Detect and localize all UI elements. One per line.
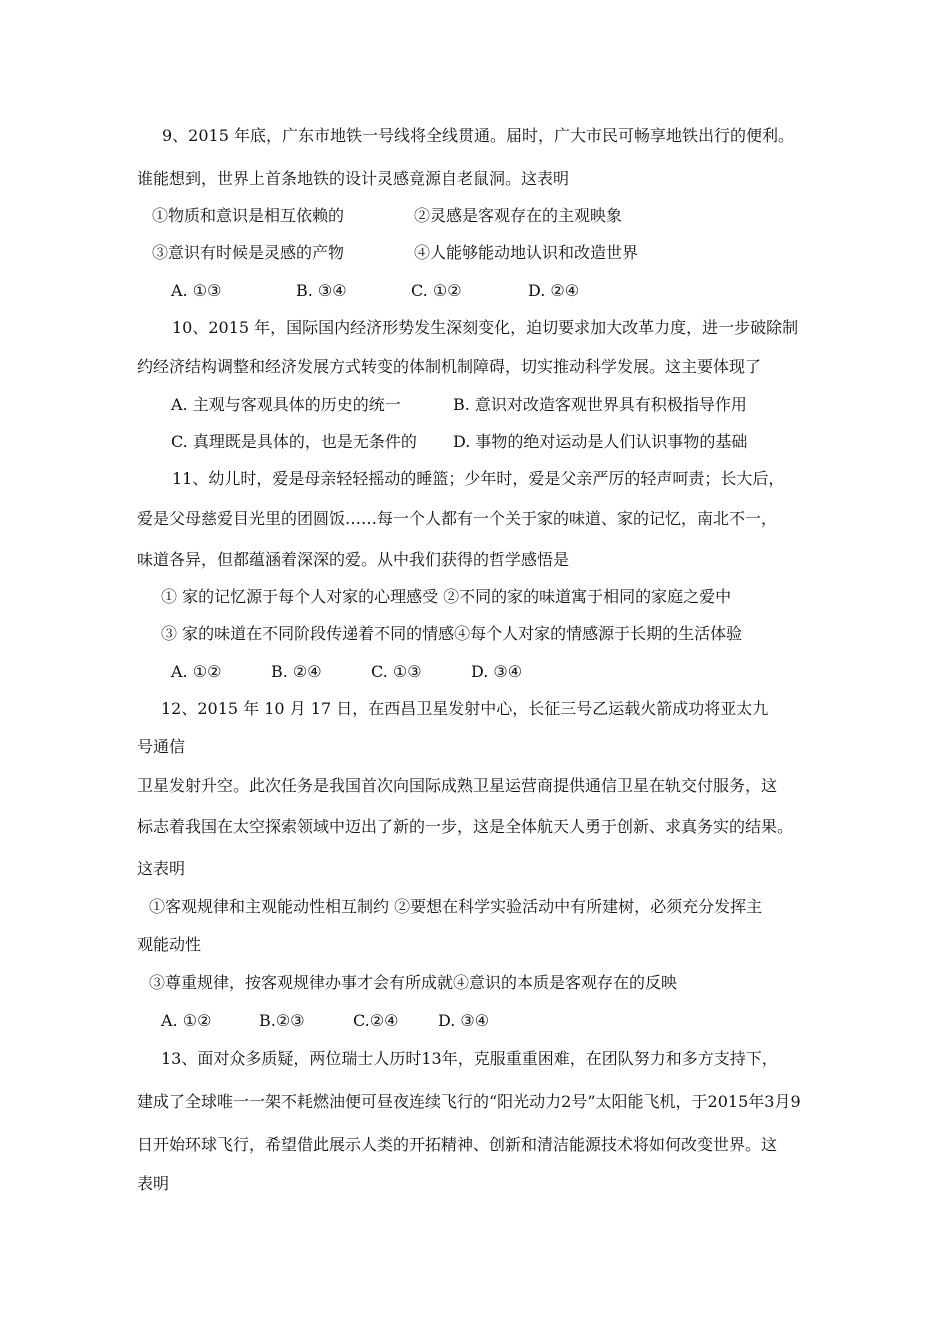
q12-option-d: D. ③④ <box>438 1011 490 1030</box>
q12-statements-1-2: ①客观规律和主观能动性相互制约 ②要想在科学实验活动中有所建树，必须充分发挥主 <box>149 897 763 916</box>
q9-statement-2: ②灵感是客观存在的主观映象 <box>414 206 623 225</box>
q11-statements-1-2: ① 家的记忆源于每个人对家的心理感受 ②不同的家的味道寓于相同的家庭之爱中 <box>161 587 732 606</box>
q10-stem-line-2: 约经济结构调整和经济发展方式转变的体制机制障碍，切实推动科学发展。这主要体现了 <box>137 357 762 376</box>
q12-stem-line-2: 号通信 <box>137 737 186 756</box>
q12-statements-3-4: ③尊重规律，按客观规律办事才会有所成就④意识的本质是客观存在的反映 <box>149 973 678 992</box>
q11-option-b: B. ②④ <box>271 662 322 681</box>
q9-statement-1: ①物质和意识是相互依赖的 <box>152 206 345 225</box>
q12-stem-line-4: 标志着我国在太空探索领域中迈出了新的一步，这是全体航天人勇于创新、求真务实的结果。 <box>137 817 794 836</box>
q10-option-d: D. 事物的绝对运动是人们认识事物的基础 <box>453 432 748 451</box>
q13-stem-line-2: 建成了全球唯一一架不耗燃油便可昼夜连续飞行的“阳光动力2号”太阳能飞机，于2015年3月9 <box>137 1092 801 1111</box>
q12-stem-line-3: 卫星发射升空。此次任务是我国首次向国际成熟卫星运营商提供通信卫星在轨交付服务，这 <box>137 776 778 795</box>
q11-option-d: D. ③④ <box>471 662 523 681</box>
q9-statement-3: ③意识有时候是灵感的产物 <box>152 243 345 262</box>
q9-option-a: A. ①③ <box>171 281 222 300</box>
q9-stem-line-1: 9、2015 年底，广东市地铁一号线将全线贯通。届时，广大市民可畅享地铁出行的便利。 <box>162 126 794 145</box>
q10-option-a: A. 主观与客观具体的历史的统一 <box>171 395 401 414</box>
q9-option-c: C. ①② <box>411 281 462 300</box>
q11-option-c: C. ①③ <box>371 662 422 681</box>
q11-stem-line-3: 味道各异，但都蕴涵着深深的爱。从中我们获得的哲学感悟是 <box>137 550 570 569</box>
q12-option-b: B.②③ <box>259 1011 305 1030</box>
q13-stem-line-3: 日开始环球飞行，希望借此展示人类的开拓精神、创新和清洁能源技术将如何改变世界。这 <box>137 1135 778 1154</box>
q10-option-b: B. 意识对改造客观世界具有积极指导作用 <box>453 395 747 414</box>
q13-stem-line-1: 13、面对众多质疑，两位瑞士人历时13年，克服重重困难，在团队努力和多方支持下， <box>161 1049 778 1068</box>
q12-stem-line-5: 这表明 <box>137 859 186 878</box>
q11-stem-line-1: 11、幼儿时，爱是母亲轻轻摇动的睡篮；少年时，爱是父亲严厉的轻声呵责；长大后， <box>172 469 785 488</box>
q9-statement-4: ④人能够能动地认识和改造世界 <box>414 243 639 262</box>
q9-option-b: B. ③④ <box>296 281 347 300</box>
q11-stem-line-2: 爱是父母慈爱目光里的团圆饭……每一个人都有一个关于家的味道、家的记忆，南北不一， <box>137 509 778 528</box>
q11-statements-3-4: ③ 家的味道在不同阶段传递着不同的情感④每个人对家的情感源于长期的生活体验 <box>161 624 743 643</box>
q11-option-a: A. ①② <box>171 662 222 681</box>
q9-stem-line-2: 谁能想到，世界上首条地铁的设计灵感竟源自老鼠洞。这表明 <box>137 169 570 188</box>
q13-stem-line-4: 表明 <box>137 1174 170 1193</box>
q9-option-d: D. ②④ <box>528 281 580 300</box>
q10-stem-line-1: 10、2015 年，国际国内经济形势发生深刻变化，迫切要求加大改革力度，进一步破除制 <box>172 318 799 337</box>
q12-statements-1-2-cont: 观能动性 <box>137 935 202 954</box>
q10-option-c: C. 真理既是具体的，也是无条件的 <box>171 432 417 451</box>
q12-stem-line-1: 12、2015 年 10 月 17 日，在西昌卫星发射中心，长征三号乙运载火箭成功将亚太九 <box>161 699 769 718</box>
q12-option-c: C.②④ <box>353 1011 399 1030</box>
q12-option-a: A. ①② <box>161 1011 212 1030</box>
